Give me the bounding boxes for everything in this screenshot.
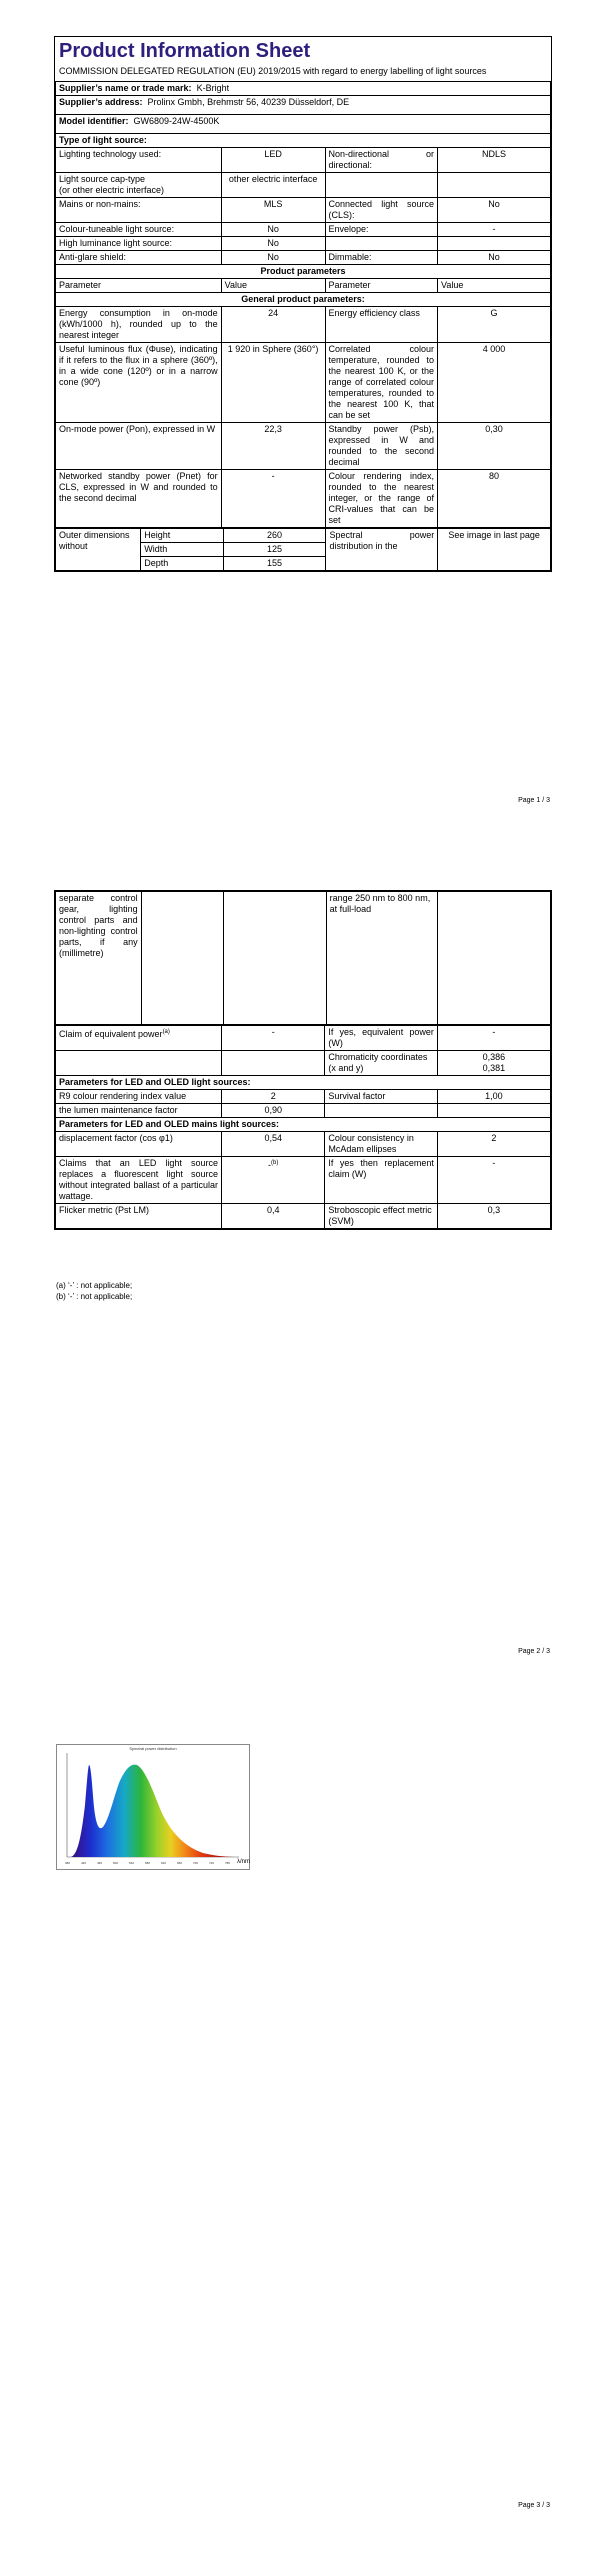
model-label: Model identifier: bbox=[59, 116, 129, 126]
equivalent-power-claim-value: - bbox=[222, 1026, 325, 1051]
spectrum-tick: 580 bbox=[145, 1861, 151, 1865]
tech-value: LED bbox=[221, 148, 325, 173]
page-footer: Page 1 / 3 bbox=[518, 797, 550, 804]
cct-value: 4 000 bbox=[438, 343, 551, 423]
cls-label: Connected light source (CLS): bbox=[325, 198, 438, 223]
replacement-claim-value: - bbox=[437, 1157, 550, 1204]
supplier-name-label: Supplier’s name or trade mark: bbox=[59, 83, 192, 93]
spectral-distribution-image bbox=[56, 1744, 250, 1870]
energy-class-value: G bbox=[438, 307, 551, 343]
outer-dimensions-label: Outer dimensions without bbox=[56, 529, 141, 571]
flicker-label: Flicker metric (Pst LM) bbox=[56, 1204, 222, 1229]
supplier-name-value: K-Bright bbox=[196, 83, 230, 93]
colour-tuneable-value: No bbox=[221, 223, 325, 237]
antiglare-value: No bbox=[221, 251, 325, 265]
directional-value: NDLS bbox=[438, 148, 551, 173]
height-value: 260 bbox=[223, 529, 326, 543]
page-footer: Page 3 / 3 bbox=[518, 2502, 550, 2509]
high-luminance-label: High luminance light source: bbox=[56, 237, 222, 251]
chromaticity-values bbox=[437, 1051, 550, 1076]
spectrum-tick: 620 bbox=[161, 1861, 167, 1865]
info-sheet-continued bbox=[54, 890, 552, 1230]
spectrum-tick: 380 bbox=[65, 1861, 71, 1865]
footnote-a: (a) ‘-’ : not applicable; bbox=[56, 1281, 133, 1290]
col-value-2: Value bbox=[438, 279, 551, 293]
envelope-label: Envelope: bbox=[325, 223, 438, 237]
cap-value: other electric interface bbox=[221, 173, 325, 198]
supplier-table bbox=[55, 81, 551, 528]
chromaticity-x: 0,386 bbox=[482, 1052, 506, 1062]
spectrum-tick: 460 bbox=[97, 1861, 103, 1865]
high-luminance-value: No bbox=[221, 237, 325, 251]
cct-label: Correlated colour temperature, rounded to the nearest 100 K, or the range of correlated colour temperatures, rounded to the nearest 100 K, that can be set bbox=[325, 343, 438, 423]
antiglare-label: Anti-glare shield: bbox=[56, 251, 222, 265]
spectrum-curve bbox=[71, 1765, 237, 1857]
type-of-light-source: Type of light source: bbox=[56, 134, 551, 148]
survival-value: 1,00 bbox=[437, 1090, 550, 1104]
energy-consumption-label: Energy consumption in on-mode (kWh/1000 h), rounded up to the nearest integer bbox=[56, 307, 222, 343]
dimmable-value: No bbox=[438, 251, 551, 265]
directional-label: Non-directional or directional: bbox=[325, 148, 438, 173]
spectrum-tick: 740 bbox=[209, 1861, 215, 1865]
continuation-table bbox=[55, 891, 551, 1025]
spectrum-tick: 780 bbox=[225, 1861, 231, 1865]
energy-class-label: Energy efficiency class bbox=[325, 307, 438, 343]
page-2 bbox=[0, 890, 603, 1670]
on-mode-power-label: On-mode power (Pon), expressed in W bbox=[56, 423, 222, 470]
luminous-flux-value: 1 920 in Sphere (360°) bbox=[221, 343, 325, 423]
mains-value: MLS bbox=[221, 198, 325, 223]
luminous-flux-label: Useful luminous flux (Φuse), indicating if it refers to the flux in a sphere (360º), in a wide cone (120º) or in a narrow cone (90º) bbox=[56, 343, 222, 423]
supplier-name-row bbox=[56, 82, 551, 96]
chromaticity-y: 0,381 bbox=[482, 1063, 506, 1073]
spectrum-tick: 420 bbox=[81, 1861, 87, 1865]
supplier-address-label: Supplier’s address: bbox=[59, 97, 143, 107]
footnotes bbox=[56, 1280, 132, 1302]
spectrum-tick: 660 bbox=[177, 1861, 183, 1865]
spectrum-tick: 500 bbox=[113, 1861, 119, 1865]
depth-value: 155 bbox=[223, 557, 326, 571]
cri-value: 80 bbox=[438, 470, 551, 528]
lumen-maintenance-value: 0,90 bbox=[222, 1104, 325, 1118]
supplier-address-value: Prolinx Gmbh, Brehmstr 56, 40239 Düsseldorf, DE bbox=[147, 97, 350, 107]
survival-label: Survival factor bbox=[325, 1090, 438, 1104]
lumen-maintenance-label: the lumen maintenance factor bbox=[56, 1104, 222, 1118]
led-parameters-header: Parameters for LED and OLED light sources: bbox=[56, 1076, 551, 1090]
depth-label: Depth bbox=[141, 557, 223, 571]
col-parameter: Parameter bbox=[56, 279, 222, 293]
displacement-factor-value: 0,54 bbox=[222, 1132, 325, 1157]
colour-tuneable-label: Colour-tuneable light source: bbox=[56, 223, 222, 237]
dimmable-label: Dimmable: bbox=[325, 251, 438, 265]
supplier-address-row bbox=[56, 96, 551, 115]
networked-standby-label: Networked standby power (Pnet) for CLS, expressed in W and rounded to the second decimal bbox=[56, 470, 222, 528]
standby-power-value: 0,30 bbox=[438, 423, 551, 470]
energy-consumption-value: 24 bbox=[221, 307, 325, 343]
flicker-value: 0,4 bbox=[222, 1204, 325, 1229]
networked-standby-value: - bbox=[221, 470, 325, 528]
equivalent-table bbox=[55, 1025, 551, 1229]
regulation-subtitle: COMMISSION DELEGATED REGULATION (EU) 2019/2015 with regard to energy labelling of light sources bbox=[59, 66, 487, 76]
r9-value: 2 bbox=[222, 1090, 325, 1104]
replacement-claim-label: If yes then replacement claim (W) bbox=[325, 1157, 438, 1204]
note-a-marker: (a) bbox=[162, 1029, 170, 1035]
model-value: GW6809-24W-4500K bbox=[133, 116, 220, 126]
equivalent-power-claim-label bbox=[56, 1026, 222, 1051]
cri-label: Colour rendering index, rounded to the nearest integer, or the range of CRI-values that can be set bbox=[325, 470, 438, 528]
equivalent-power-claim-text: Claim of equivalent power bbox=[59, 1029, 163, 1039]
fluorescent-claim-text: - bbox=[268, 1160, 272, 1170]
cls-value: No bbox=[438, 198, 551, 223]
footnote-b: (b) ‘-’ : not applicable; bbox=[56, 1292, 133, 1301]
equivalent-power-label: If yes, equivalent power (W) bbox=[325, 1026, 438, 1051]
page-footer: Page 2 / 3 bbox=[518, 1648, 550, 1655]
cap-label: Light source cap-type (or other electric interface) bbox=[56, 173, 222, 198]
chromaticity-label: Chromaticity coordinates (x and y) bbox=[325, 1051, 438, 1076]
spd-label: Spectral power distribution in the bbox=[326, 529, 438, 571]
mains-parameters-header: Parameters for LED and OLED mains light sources: bbox=[56, 1118, 551, 1132]
page-title: Product Information Sheet bbox=[59, 40, 311, 62]
spectrum-title: Spectral power distribution bbox=[129, 1746, 177, 1751]
displacement-factor-label: displacement factor (cos φ1) bbox=[56, 1132, 222, 1157]
spectrum-tick: 700 bbox=[193, 1861, 199, 1865]
model-row bbox=[56, 115, 551, 134]
colour-consistency-value: 2 bbox=[437, 1132, 550, 1157]
standby-power-label: Standby power (Psb), expressed in W and rounded to the second decimal bbox=[325, 423, 438, 470]
product-parameters-header: Product parameters bbox=[56, 265, 551, 279]
stroboscopic-label: Stroboscopic effect metric (SVM) bbox=[325, 1204, 438, 1229]
spectrum-tick: 540 bbox=[129, 1861, 135, 1865]
tech-label: Lighting technology used: bbox=[56, 148, 222, 173]
mains-label: Mains or non-mains: bbox=[56, 198, 222, 223]
on-mode-power-value: 22,3 bbox=[221, 423, 325, 470]
col-value: Value bbox=[221, 279, 325, 293]
note-b-marker: (b) bbox=[271, 1160, 279, 1166]
spd-value: See image in last page bbox=[438, 529, 551, 571]
stroboscopic-value: 0,3 bbox=[437, 1204, 550, 1229]
r9-label: R9 colour rendering index value bbox=[56, 1090, 222, 1104]
general-parameters-header: General product parameters: bbox=[56, 293, 551, 307]
envelope-value: - bbox=[438, 223, 551, 237]
spectrum-unit: λ/nm bbox=[237, 1859, 251, 1865]
colour-consistency-label: Colour consistency in McAdam ellipses bbox=[325, 1132, 438, 1157]
spd-label-continued: range 250 nm to 800 nm, at full-load bbox=[326, 892, 438, 1025]
outer-dimensions-continued: separate control gear, lighting control parts and non-lighting control parts, if any (millimetre) bbox=[56, 892, 142, 1025]
page-1 bbox=[0, 0, 603, 815]
col-parameter-2: Parameter bbox=[325, 279, 438, 293]
spectrum-graphic bbox=[57, 1745, 249, 1869]
fluorescent-claim-label: Claims that an LED light source replaces a fluorescent light source without integrated ballast of a particular wattage. bbox=[56, 1157, 222, 1204]
dimensions-table bbox=[55, 528, 551, 571]
fluorescent-claim-value bbox=[222, 1157, 325, 1204]
info-sheet bbox=[54, 36, 552, 572]
equivalent-power-value: - bbox=[437, 1026, 550, 1051]
width-label: Width bbox=[141, 543, 223, 557]
width-value: 125 bbox=[223, 543, 326, 557]
height-label: Height bbox=[141, 529, 223, 543]
